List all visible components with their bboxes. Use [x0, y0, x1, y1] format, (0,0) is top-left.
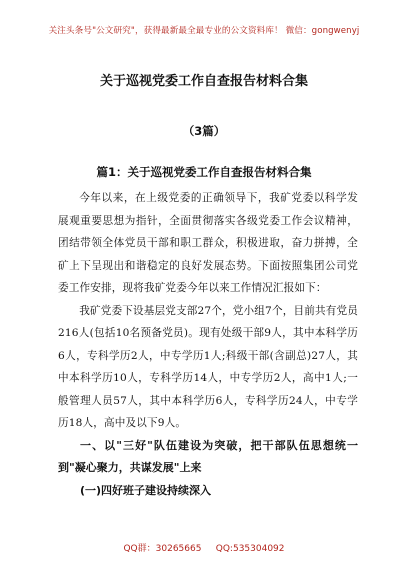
footer-qq-group: QQ群：30265665	[123, 544, 202, 554]
document-title: 关于巡视党委工作自查报告材料合集	[99, 74, 308, 89]
footer-qq: QQ:535304092	[215, 544, 285, 554]
body-paragraph-intro: 今年以来，在上级党委的正确领导下，我矿党委以科学发展观重要思想为指针，全面贯彻落实各级党委工作会议精神，团结带领全体党员干部和职工群众，积极进取，奋力拼搏，全矿上下呈现出和谐稳定的良好发展态势。下面按照集团公司党委工作安排，现将我矿党委今年以来工作情况汇报如下：	[58, 192, 358, 294]
footer-contact	[0, 541, 408, 554]
section-heading-1: 一、以"三好"队伍建设为突破，把干部队伍思想统一到"凝心聚力，共谋发展"上来	[58, 438, 358, 474]
section-title: 篇1：关于巡视党委工作自查报告材料合集	[96, 165, 312, 179]
header-banner: 关注头条号"公文研究"，获得最新最全最专业的公文资料库！ 微信：gongwenyj	[48, 26, 360, 36]
document-body	[58, 187, 358, 502]
document-count: （3篇）	[182, 124, 226, 138]
subsection-heading-1: (一)四好班子建设持续深入	[80, 483, 212, 497]
body-paragraph-staffing: 我矿党委下设基层党支部27个，党小组7个，目前共有党员216人(包括10名预备党员)。现有处级干部9人，其中本科学历6人，专科学历2人，中专学历1人;科级干部(含副总)27人，其中本科学历10人，专科学历14人，中专学历2人，高中1人;一般管理人员57人，其中本科学历6人，专科学历24人，中专学历18人，高中及以下9人。	[58, 304, 358, 429]
